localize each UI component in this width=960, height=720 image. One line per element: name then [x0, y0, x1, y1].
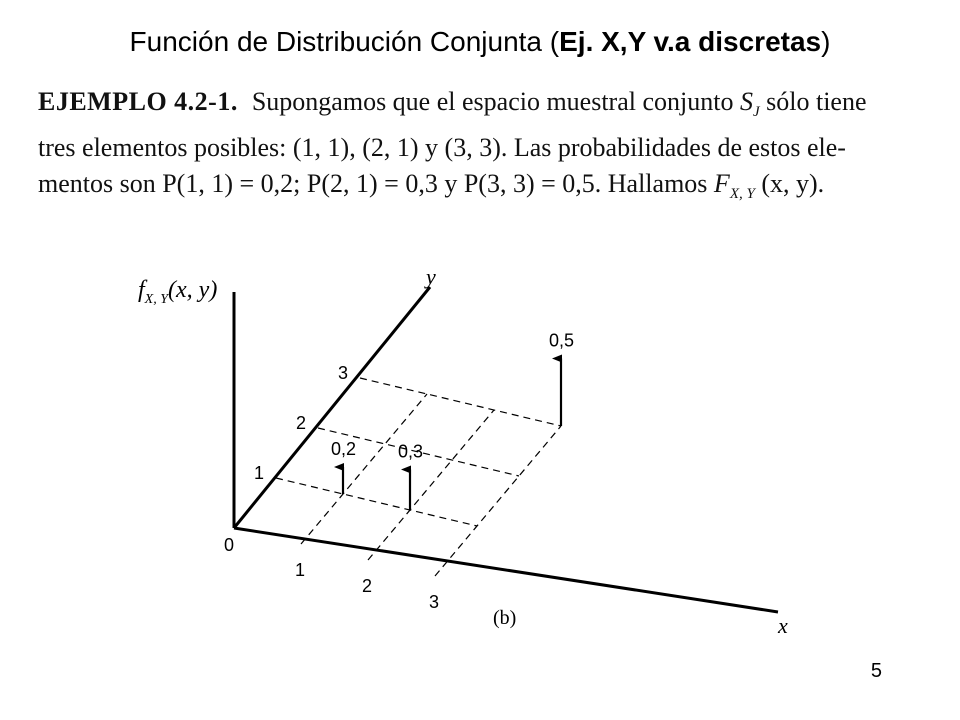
example-line-1-end: sólo tiene: [759, 87, 867, 116]
impulse-label-2: 0,3: [398, 441, 424, 462]
impulse-label-1: 0,2: [331, 439, 357, 459]
example-line-2: tres elementos posibles: (1, 1), (2, 1) y (3, 3). Las probabilidades de estos ele-: [38, 133, 846, 162]
x-axis-label: x: [778, 613, 788, 638]
example-s-symbol: S: [739, 87, 753, 116]
x-tick-3: 3: [429, 592, 440, 612]
grid-line-x1: [301, 394, 427, 544]
impulse-label-3: 0,5: [549, 330, 575, 351]
x-tick-2: 2: [362, 576, 373, 596]
grid-line-x2: [368, 410, 494, 560]
y-tick-3: 3: [338, 363, 349, 383]
x-tick-1: 1: [295, 560, 306, 580]
y-tick-1: 1: [254, 463, 265, 483]
y-tick-2: 2: [296, 413, 307, 433]
example-label: EJEMPLO 4.2-1.: [38, 87, 238, 116]
title-bold: Ej. X,Y v.a discretas: [559, 26, 822, 57]
y-axis-label: y: [426, 264, 436, 289]
dashed-grid: [276, 378, 561, 576]
diagram-caption: (b): [493, 607, 517, 629]
example-f-subscript: X, Y: [729, 186, 755, 202]
ticks: [254, 363, 439, 612]
z-axis-label: $f_{X, Y}(x$, y): [138, 277, 218, 307]
title-prefix: Función de Distribución Conjunta (: [129, 26, 560, 57]
page-number: 5: [870, 660, 882, 682]
grid-line-y1: [276, 478, 477, 526]
grid-line-y3: [360, 378, 561, 426]
example-s-subscript: J: [752, 104, 760, 120]
grid-line-x3: [435, 426, 561, 576]
example-f-symbol: F: [713, 169, 730, 198]
example-line-1-text: Supongamos que el espacio muestral conjunto: [251, 87, 740, 116]
example-line-3-text: mentos son P(1, 1) = 0,2; P(2, 1) = 0,3 y P(3, 3) = 0,5. Hallamos: [38, 169, 714, 198]
x-axis: [234, 528, 778, 612]
example-line-3-end: (x, y).: [754, 169, 825, 198]
origin-label: 0: [224, 535, 235, 555]
y-axis: [234, 287, 430, 528]
title-suffix: ): [821, 26, 831, 57]
